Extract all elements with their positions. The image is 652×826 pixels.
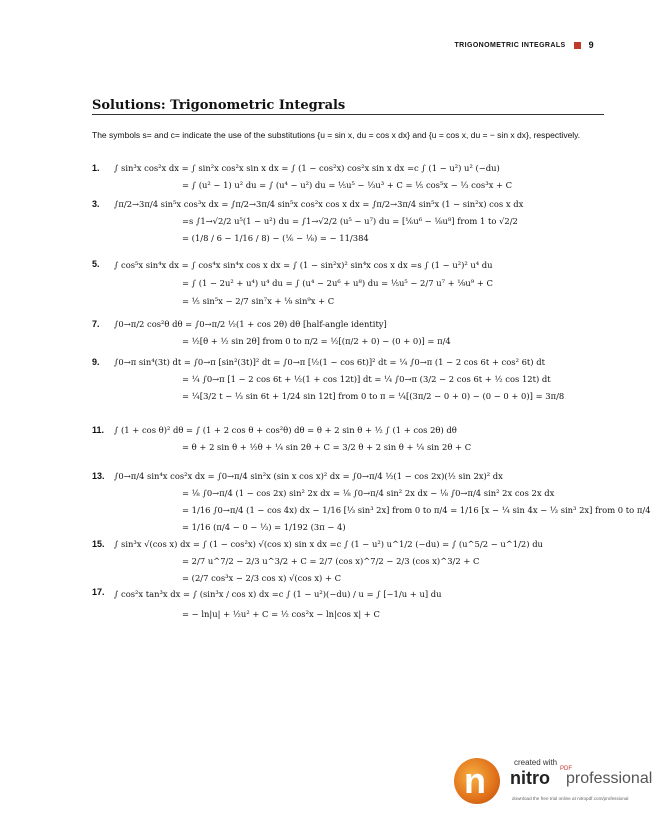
header-square-icon <box>574 42 581 49</box>
problem-number: 5. <box>92 259 100 269</box>
download-note: download the free trial online at nitropdf.com/professional <box>512 796 629 801</box>
title-rule <box>92 114 604 115</box>
solution-7 <box>92 316 604 350</box>
nitro-logo-icon: n <box>454 758 500 804</box>
page-number: 9 <box>588 40 594 50</box>
problem-number: 11. <box>92 425 105 435</box>
running-header <box>455 40 595 50</box>
pdf-label: PDF <box>560 766 572 772</box>
solution-13 <box>92 468 651 536</box>
problem-number: 9. <box>92 357 100 367</box>
equation-line: = (1/8 / 6 − 1/16 / 8) − (⅙ − ⅛) = − 11/384 <box>182 233 369 243</box>
equation-line: ∫ cos⁵x sin⁴x dx = ∫ cos⁴x sin⁴x cos x dx = ∫ (1 − sin²x)² sin⁴x cos x dx =s ∫ (1 − u²)² u⁴ du <box>114 260 493 270</box>
equation-line: = ∫ (u² − 1) u² du = ∫ (u⁴ − u²) du = ⅕u⁵ − ⅓u³ + C = ⅕ cos⁵x − ⅓ cos³x + C <box>182 180 513 190</box>
equation-line: ∫ (1 + cos θ)² dθ = ∫ (1 + 2 cos θ + cos²θ) dθ = θ + 2 sin θ + ½ ∫ (1 + cos 2θ) dθ <box>114 425 457 435</box>
problem-number: 17. <box>92 587 105 597</box>
problem-number: 3. <box>92 199 100 209</box>
solution-5 <box>92 256 604 310</box>
equation-line: = 1/16 (π/4 − 0 − ⅓) = 1/192 (3π − 4) <box>182 522 346 532</box>
equation-line: = ∫ (1 − 2u² + u⁴) u⁴ du = ∫ (u⁴ − 2u⁶ + u⁸) du = ⅕u⁵ − 2/7 u⁷ + ⅑u⁹ + C <box>182 278 493 288</box>
equation-line: = ¼ ∫0→π [1 − 2 cos 6t + ½(1 + cos 12t)] dt = ¼ ∫0→π (3/2 − 2 cos 6t + ½ cos 12t) dt <box>182 374 551 384</box>
equation-line: ∫0→π/2 cos²θ dθ = ∫0→π/2 ½(1 + cos 2θ) dθ [half-angle identity] <box>114 319 387 329</box>
equation-line: = 2/7 u^7/2 − 2/3 u^3/2 + C = 2/7 (cos x)^7/2 − 2/3 (cos x)^3/2 + C <box>182 556 480 566</box>
solution-3 <box>92 196 604 247</box>
equation-line: = ⅕ sin⁵x − 2/7 sin⁷x + ⅑ sin⁹x + C <box>182 296 335 306</box>
equation-line: = ⅛ ∫0→π/4 (1 − cos 2x) sin² 2x dx = ⅛ ∫0→π/4 sin² 2x dx − ⅛ ∫0→π/4 sin² 2x cos 2x dx <box>182 488 555 498</box>
equation-line: ∫0→π/4 sin⁴x cos²x dx = ∫0→π/4 sin²x (sin x cos x)² dx = ∫0→π/4 ½(1 − cos 2x)(½ sin 2x)² dx <box>114 471 503 481</box>
edition-label: professional <box>566 770 652 787</box>
problem-number: 13. <box>92 471 105 481</box>
problem-number: 7. <box>92 319 100 329</box>
solution-9 <box>92 354 604 405</box>
equation-line: = (2/7 cos³x − 2/3 cos x) √(cos x) + C <box>182 573 342 583</box>
problem-number: 1. <box>92 163 100 173</box>
equation-line: = − ln|u| + ½u² + C = ½ cos²x − ln|cos x| + C <box>182 609 380 619</box>
created-with-label: created with <box>514 758 558 767</box>
equation-line: ∫ cos²x tan³x dx = ∫ (sin³x / cos x) dx =c ∫ (1 − u²)(−du) / u = ∫ [−1/u + u] du <box>114 589 442 599</box>
equation-line: = ¼[3/2 t − ⅓ sin 6t + 1/24 sin 12t] from 0 to π = ¼[(3π/2 − 0 + 0) − (0 − 0 + 0)] = 3π/8 <box>182 391 565 401</box>
equation-line: ∫ sin³x √(cos x) dx = ∫ (1 − cos²x) √(cos x) sin x dx =c ∫ (1 − u²) u^1/2 (−du) = ∫ (u^5/2 − u^1/2) du <box>114 539 543 549</box>
equation-line: ∫0→π sin⁴(3t) dt = ∫0→π [sin²(3t)]² dt = ∫0→π [½(1 − cos 6t)]² dt = ¼ ∫0→π (1 − 2 cos 6t + cos² 6t) dt <box>114 357 545 367</box>
section-title: Solutions: Trigonometric Integrals <box>92 98 346 113</box>
equation-line: ∫π/2→3π/4 sin⁵x cos³x dx = ∫π/2→3π/4 sin⁵x cos²x cos x dx = ∫π/2→3π/4 sin⁵x (1 − sin²x) cos x dx <box>114 199 524 209</box>
solution-17 <box>92 584 604 624</box>
problem-number: 15. <box>92 539 105 549</box>
brand-name: nitro <box>510 768 550 788</box>
equation-line: =s ∫1→√2/2 u⁵(1 − u²) du = ∫1→√2/2 (u⁵ − u⁷) du = [⅙u⁶ − ⅛u⁸] from 1 to √2/2 <box>182 216 518 226</box>
equation-line: ∫ sin³x cos²x dx = ∫ sin²x cos²x sin x dx = ∫ (1 − cos²x) cos²x sin x dx =c ∫ (1 − u²) u² (−du) <box>114 163 500 173</box>
running-title: TRIGONOMETRIC INTEGRALS <box>454 41 566 49</box>
solution-1 <box>92 160 604 194</box>
equation-line: = ½[θ + ½ sin 2θ] from 0 to π/2 = ½[(π/2 + 0) − (0 + 0)] = π/4 <box>182 336 451 346</box>
intro-paragraph: The symbols s= and c= indicate the use of the substitutions {u = sin x, du = cos x dx} and {u = cos x, du = − sin x dx}, respectively. <box>92 130 581 140</box>
equation-line: = θ + 2 sin θ + ½θ + ¼ sin 2θ + C = 3/2 θ + 2 sin θ + ¼ sin 2θ + C <box>182 442 472 452</box>
nitro-watermark <box>454 752 652 818</box>
equation-line: = 1/16 ∫0→π/4 (1 − cos 4x) dx − 1/16 [⅓ sin³ 2x] from 0 to π/4 = 1/16 [x − ¼ sin 4x − ⅓ sin³ 2x] from 0 to π/4 <box>182 505 651 515</box>
solution-15 <box>92 536 604 587</box>
solution-11 <box>92 422 604 456</box>
